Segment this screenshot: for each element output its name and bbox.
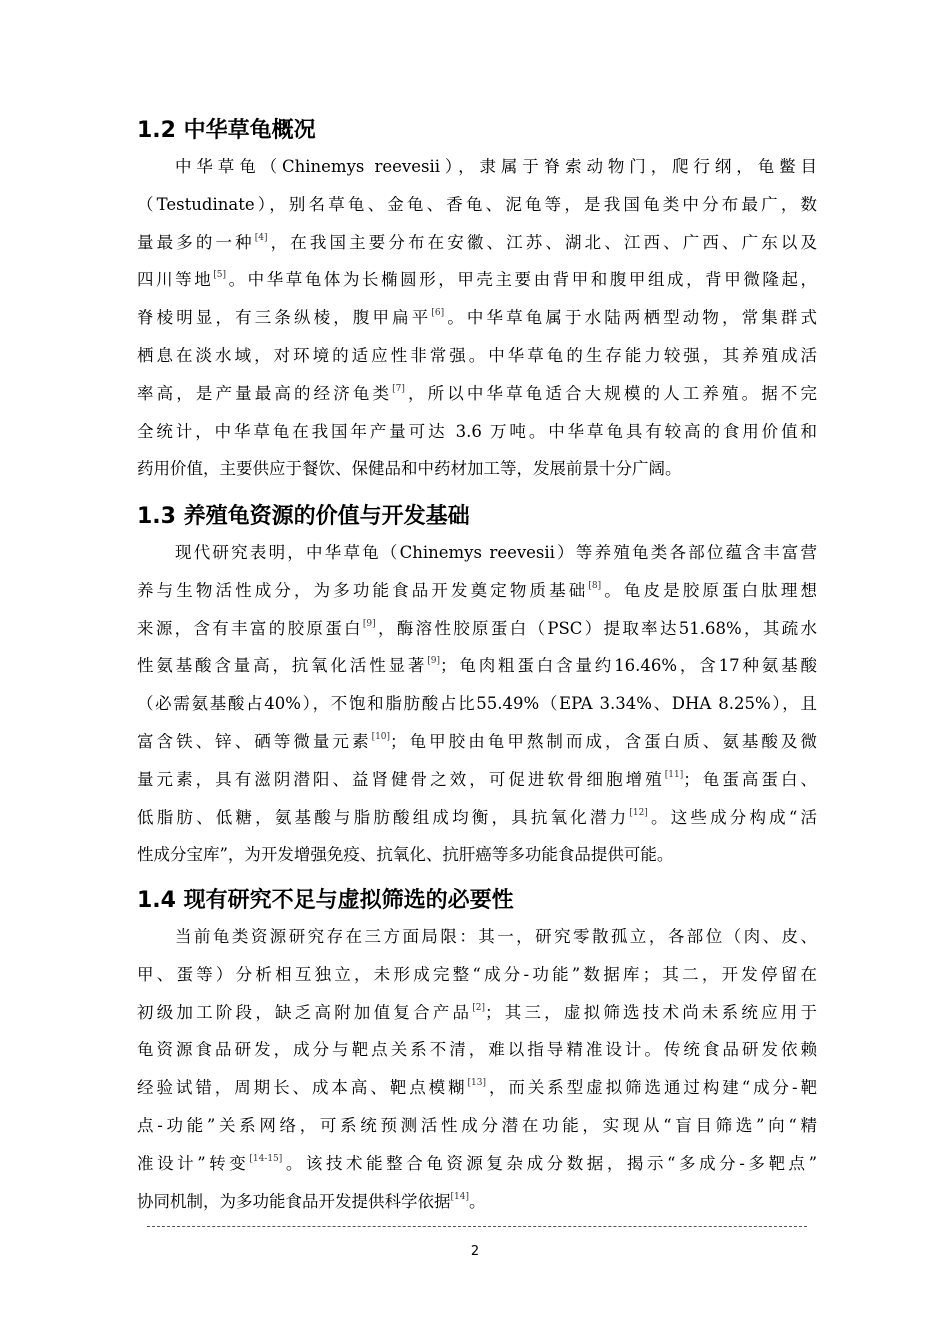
text-run: 协同机制，为多功能食品开发提供科学依据 (137, 1191, 451, 1211)
text-run: 甲、蛋等）分析相互独立，未形成完整“成分-功能”数据库；其二，开发停留在 (137, 964, 817, 984)
text-run: ，酶溶性胶原蛋白（PSC）提取率达51.68%，其疏水 (375, 618, 818, 638)
paragraph-line (137, 148, 817, 186)
text-run: 量元素，具有滋阴潜阳、益肾健骨之效，可促进软骨细胞增殖 (137, 769, 665, 789)
text-run: 四川等地 (137, 270, 214, 290)
paragraph-line (137, 723, 817, 761)
text-run: 当前龟类资源研究存在三方面局限：其一，研究零散孤立，各部位（肉、皮、 (175, 927, 817, 946)
text-run: 。 (468, 1191, 486, 1211)
text-run: 。这些成分构成“活 (647, 807, 818, 827)
text-run: ；龟蛋高蛋白、 (683, 769, 818, 789)
paragraph-line (137, 761, 817, 799)
section-heading-1-2: 1.2 中华草龟概况 (137, 118, 316, 143)
paragraph-line (137, 685, 817, 723)
text-run: 栖息在淡水域，对环境的适应性非常强。中华草龟的生存能力较强，其养殖成活 (137, 345, 817, 365)
text-run: 。该技术能整合龟资源复杂成分数据，揭示“多成分-多靶点” (282, 1153, 818, 1173)
paragraph-line (137, 1183, 817, 1221)
text-run: 低脂肪、低糖，氨基酸与脂肪酸组成均衡，具抗氧化潜力 (137, 807, 630, 827)
citation-marker: [14] (450, 1191, 469, 1202)
paragraph-line (137, 836, 817, 874)
section-heading-1-4: 1.4 现有研究不足与虚拟筛选的必要性 (137, 888, 514, 913)
text-run: 龟资源食品研发，成分与靶点关系不清，难以指导精准设计。传统食品研发依赖 (137, 1040, 817, 1060)
text-run: 全统计，中华草龟在我国年产量可达 3.6 万吨。中华草龟具有较高的食用价值和 (137, 421, 817, 441)
text-run: 准设计”转变 (137, 1153, 250, 1173)
text-run: 中华草龟（Chinemys reevesii），隶属于脊索动物门，爬行纲，龟鳖目 (175, 157, 817, 176)
paragraph-line (137, 413, 817, 451)
text-run: （Testudinate），别名草龟、金龟、香龟、泥龟等，是我国龟类中分布最广，数 (137, 194, 817, 214)
paragraph-line (137, 186, 817, 224)
paragraph-line (137, 299, 817, 337)
section-paragraph-1-2 (137, 148, 817, 488)
text-run: 现代研究表明，中华草龟（Chinemys reevesii）等养殖龟类各部位蕴含丰富营 (175, 543, 817, 562)
paragraph-line (137, 1069, 817, 1107)
text-run: 性氨基酸含量高，抗氧化活性显著 (137, 656, 428, 676)
section-paragraph-1-3 (137, 534, 817, 874)
text-run: 药用价值，主要供应于餐饮、保健品和中药材加工等，发展前景十分广阔。 (137, 459, 682, 479)
citation-marker: [8] (588, 580, 602, 591)
paragraph-line (137, 647, 817, 685)
citation-marker: [13] (467, 1078, 487, 1089)
footer-divider (147, 1226, 807, 1227)
text-run: ，而关系型虚拟筛选通过构建“成分-靶 (486, 1078, 817, 1098)
text-run: ；其三，虚拟筛选技术尚未系统应用于 (485, 1002, 818, 1022)
text-run: 来源，含有丰富的胶原蛋白 (137, 618, 363, 638)
paragraph-line (137, 956, 817, 994)
paragraph-line (137, 375, 817, 413)
citation-marker: [5] (213, 270, 227, 281)
text-run: 。中华草龟属于水陆两栖型动物，常集群式 (444, 308, 817, 328)
paragraph-line (137, 918, 817, 956)
text-run: ；龟甲胶由龟甲熬制而成，含蛋白质、氨基酸及微 (390, 731, 818, 751)
paragraph-line (137, 1107, 817, 1145)
citation-marker: [4] (254, 232, 268, 243)
citation-marker: [12] (629, 807, 648, 818)
citation-marker: [7] (392, 383, 405, 394)
paragraph-line (137, 1145, 817, 1183)
paragraph-line (137, 610, 817, 648)
text-run: ，所以中华草龟适合大规模的人工养殖。据不完 (404, 383, 817, 403)
text-run: 初级加工阶段，缺乏高附加值复合产品 (137, 1002, 473, 1022)
paragraph-line (137, 994, 817, 1032)
paragraph-line (137, 799, 817, 837)
citation-marker: [9] (427, 656, 440, 667)
text-run: 富含铁、锌、硒等微量元素 (137, 731, 372, 751)
text-run: 。中华草龟体为长椭圆形，甲壳主要由背甲和腹甲组成，背甲微隆起， (226, 270, 818, 290)
paragraph-line (137, 261, 817, 299)
text-run: ，在我国主要分布在安徽、江苏、湖北、江西、广西、广东以及 (267, 232, 817, 252)
text-run: ；龟肉粗蛋白含量约16.46%，含17种氨基酸 (440, 656, 817, 676)
section-heading-1-3: 1.3 养殖龟资源的价值与开发基础 (137, 504, 470, 529)
text-run: 性成分宝库”，为开发增强免疫、抗氧化、抗肝癌等多功能食品提供可能。 (137, 845, 674, 865)
text-run: 。龟皮是胶原蛋白肽理想 (601, 580, 817, 600)
citation-marker: [9] (362, 618, 376, 629)
section-paragraph-1-4 (137, 918, 817, 1220)
citation-marker: [11] (664, 769, 684, 780)
paragraph-line (137, 337, 817, 375)
citation-marker: [10] (371, 731, 391, 742)
paragraph-line (137, 534, 817, 572)
citation-marker: [6] (431, 308, 445, 319)
page-number: 2 (470, 1244, 480, 1259)
citation-marker: [14-15] (249, 1153, 283, 1164)
citation-marker: [2] (472, 1002, 485, 1013)
paragraph-line (137, 450, 817, 488)
paragraph-line (137, 224, 817, 262)
paragraph-line (137, 572, 817, 610)
text-run: 脊棱明显，有三条纵棱，腹甲扁平 (137, 308, 432, 328)
text-run: 量最多的一种 (137, 232, 255, 252)
text-run: 养与生物活性成分，为多功能食品开发奠定物质基础 (137, 580, 589, 600)
paragraph-line (137, 1031, 817, 1069)
text-run: 点-功能”关系网络，可系统预测活性成分潜在功能，实现从“盲目筛选”向“精 (137, 1115, 817, 1135)
text-run: 经验试错，周期长、成本高、靶点模糊 (137, 1078, 468, 1098)
text-run: （必需氨基酸占40%），不饱和脂肪酸占比55.49%（EPA 3.34%、DHA 8.25%），且 (137, 694, 817, 714)
text-run: 率高，是产量最高的经济龟类 (137, 383, 393, 403)
